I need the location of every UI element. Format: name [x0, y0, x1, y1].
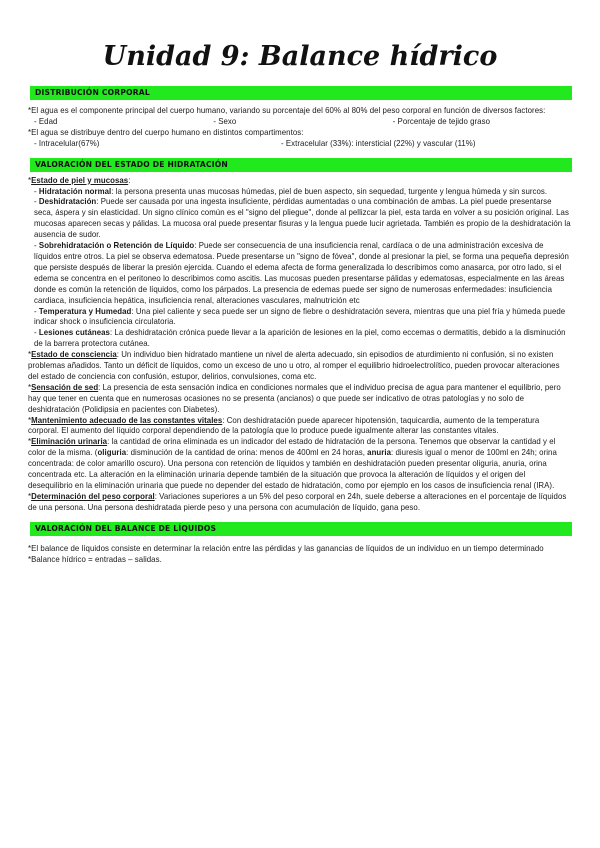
paragraph: *El agua es el componente principal del cuerpo humano, variando su porcentaje del 60% al 80% del peso corporal en función de diversos factores:: [28, 106, 546, 115]
list-item: - Sexo: [213, 116, 237, 126]
term: Temperatura y Humedad: [38, 306, 132, 316]
list-item: - Porcentaje de tejido graso: [392, 116, 490, 126]
section-heading-valoracion-hidratacion: VALORACIÓN DEL ESTADO DE HIDRATACIÓN: [30, 158, 572, 172]
term: Hidratación normal: [38, 186, 112, 196]
paragraph: *Mantenimiento adecuado de las constantes vitales: Con deshidratación puede aparecer hipotensión, taquicardia, aumento de la temperatura corporal. El aumento del líquido corporal dependiendo de la patología que lo produce puede igualmente alterar las constantes vitales.: [28, 415, 540, 436]
term: Determinación del peso corporal: [31, 491, 155, 501]
paragraph: *Estado de piel y mucosas:: [28, 175, 131, 185]
term: Sensación de sed: [31, 382, 99, 392]
section-balance-liquidos: [28, 544, 572, 566]
term: Deshidratación: [38, 197, 97, 207]
list-item: - Extracelular (33%): intersticial (22%) y vascular (11%): [281, 138, 476, 148]
text: : la persona presenta unas mucosas húmedas, piel de buen aspecto, sin sequedad, turgente y lengua húmeda y sin surcos.: [111, 186, 548, 196]
text: : Puede ser consecuencia de una insuficiencia renal, cardíaca o de una administración excesiva de líquidos entre otros. La piel se observa edematosa. Puede presentarse un "signo de fóvea", donde al presionar la piel, se forma una pequeña depresión que persiste después de liberar la presión ejercida. Cuando el edema afecta de forma generalizada lo describimos como anasarca, por otro lado, si el edema se concentra en el peritoneo lo describimos como ascitis. Las mucosas pueden presentarse pálidas y edematosas, especialmente en las áreas donde es común la retención de líquidos, como los párpados. La presencia de edemas puede ser signo de numerosas enfermedades: insuficiencia cardiaca, insuficiencia hepática, insuficiencia renal, alteraciones vasculares, malnutrición etc: [34, 241, 569, 305]
text: : diuresis igual o menor de 100ml en 24h; orina concentrada: de color amarillo oscuro). Una persona con retención de líquidos y también en deshidratación pueden presentar oliguria, anuria, orina concentrada etc. La alteración en la eliminación urinaria depende también de la situación que provoca la alteración de líquidos y el origen del desequilibrio en la eliminación urinaria que puede no depender del estado de hidratación, como por ejemplo en los casos de insuficiencia renal (IRA).: [28, 448, 557, 490]
list-item: - Intracelular(67%): [34, 138, 100, 148]
text: : disminución de la cantidad de orina: menos de 400ml en 24 horas,: [126, 448, 368, 458]
text: : La presencia de esta sensación indica en condiciones normales que el individuo precisa de agua para mantener el equilibrio, pero hay que tener en cuenta que en numerosas ocasiones no se presenta (ancianos) o que puede ser indicativo de otras patologías y no solo de deshidratación (Polidipsia en pacientes con Diabetes).: [28, 382, 561, 414]
paragraph: *Eliminación urinaria: la cantidad de orina eliminada es un indicador del estado de hidratación de la persona. Tenemos que observar la cantidad y el color de la misma. (oliguria: disminución de la cantidad de orina: menos de 400ml en 24 horas, anuria: diuresis igual o menor de 100ml en 24h; orina concentrada: de color amarillo oscuro). Una persona con retención de líquidos y también en deshidratación pueden presentar oliguria, anuria, orina concentrada etc. La alteración en la eliminación urinaria depende también de la situación que provoca la alteración de líquidos y el origen del desequilibrio en la eliminación urinaria que puede no depender del estado de hidratación, como por ejemplo en los casos de insuficiencia renal (IRA).: [28, 437, 557, 490]
text: : Un individuo bien hidratado mantiene un nivel de alerta adecuado, sin episodios de aturdimiento ni confusión, si no existen problemas añadidos. Tanto un déficit de líquidos, como un exceso de uno u otro, al romper el equilibrio hidroelectrolítico, pueden provocar alteraciones del estado de conciencia con confusión, estupor, delirios, convulsiones, coma etc.: [28, 350, 560, 381]
text: : Con deshidratación puede aparecer hipotensión, taquicardia, aumento de la temperatura corporal. El aumento del líquido corporal dependiendo de la patología que lo produce puede igualmente alterar las constantes vitales.: [28, 415, 540, 436]
list-item: - Temperatura y Humedad: Una piel caliente y seca puede ser un signo de fiebre o deshidratación severa, mientras que una piel fría y húmeda puede indicar shock o insuficiencia circulatoria.: [34, 306, 566, 327]
section-distribucion: [28, 106, 572, 150]
term: oliguria: [97, 448, 127, 458]
paragraph: *El balance de líquidos consiste en determinar la relación entre las pérdidas y las ganancias de líquidos de un individuo en un tiempo determinado: [28, 543, 544, 553]
section-heading-distribucion: DISTRIBUCIÓN CORPORAL: [30, 86, 572, 100]
list-item: - Hidratación normal: la persona presenta unas mucosas húmedas, piel de buen aspecto, sin sequedad, turgente y lengua húmeda y sin surcos.: [34, 186, 548, 196]
list-item: - Sobrehidratación o Retención de Líquido: Puede ser consecuencia de una insuficiencia renal, cardíaca o de una administración excesiva de líquidos entre otros. La piel se observa edematosa. Puede presentarse un "signo de fóvea", donde al presionar la piel, se forma una pequeña depresión que persiste después de liberar la presión ejercida. Cuando el edema afecta de forma generalizada lo describimos como anasarca, por otro lado, si el edema se concentra en el peritoneo lo describimos como ascitis. Las mucosas pueden presentarse pálidas y edematosas, especialmente en las áreas donde es común la retención de líquidos, como los párpados. La presencia de edemas puede ser signo de numerosas enfermedades: insuficiencia cardiaca, insuficiencia hepática, insuficiencia renal, alteraciones vasculares, malnutrición etc: [34, 241, 569, 305]
paragraph: *Determinación del peso corporal: Variaciones superiores a un 5% del peso corporal en 24h, suele deberse a alteraciones en el porcentaje de líquidos de una persona. Una persona deshidratada pierde peso y una persona con acumulación de líquido, gana peso.: [28, 491, 567, 512]
paragraph: *Estado de consciencia: Un individuo bien hidratado mantiene un nivel de alerta adecuado, sin episodios de aturdimiento ni confusión, si no existen problemas añadidos. Tanto un déficit de líquidos, como un exceso de uno u otro, al romper el equilibrio hidroelectrolítico, pueden provocar alteraciones del estado de conciencia con confusión, estupor, delirios, convulsiones, coma etc.: [28, 350, 560, 381]
term: Sobrehidratación o Retención de Líquido: [38, 241, 195, 251]
term: Estado de piel y mucosas: [31, 175, 129, 185]
paragraph: *Balance hídrico = entradas – salidas.: [28, 554, 162, 564]
section-valoracion-hidratacion: [28, 176, 572, 514]
list-item: - Lesiones cutáneas: La deshidratación crónica puede llevar a la aparición de lesiones en la piel, como eccemas o dermatitis, debido a la disminución de la barrera protectora cutánea.: [34, 328, 566, 349]
text: : La deshidratación crónica puede llevar a la aparición de lesiones en la piel, como eccemas o dermatitis, debido a la disminución de la barrera protectora cutánea.: [34, 328, 566, 349]
text: : Una piel caliente y seca puede ser un signo de fiebre o deshidratación severa, mientras que una piel fría y húmeda puede indicar shock o insuficiencia circulatoria.: [34, 306, 566, 327]
text: : Variaciones superiores a un 5% del peso corporal en 24h, suele deberse a alteraciones en el porcentaje de líquidos de una persona. Una persona deshidratada pierde peso y una persona con acumulación de líquido, gana peso.: [28, 491, 567, 512]
term: Mantenimiento adecuado de las constantes vitales: [31, 415, 223, 425]
text: : la cantidad de orina eliminada es un indicador del estado de hidratación de la persona. Tenemos que observar la cantidad y el color de la misma. (: [28, 437, 556, 458]
page-title: Unidad 9: Balance hídrico: [102, 41, 498, 72]
paragraph: *Sensación de sed: La presencia de esta sensación indica en condiciones normales que el individuo precisa de agua para mantener el equilibrio, pero hay que tener en cuenta que en numerosas ocasiones no se presenta (ancianos) o que puede ser indicativo de otras patologías y no solo de deshidratación (Polidipsia en pacientes con Diabetes).: [28, 382, 561, 414]
text: : Puede ser causada por una ingesta insuficiente, pérdidas aumentadas o una combinación de ambas. La piel puede presentarse seca, áspera y sin elasticidad. Un signo clínico común es el "signo del pliegue", donde al pellizcar la piel, esta tarda en volver a su posición original. Las mucosas aparecen secas y pálidas. La mucosa oral puede presentar fisuras y la lengua puede lucir agrietada. También es propio de la deshidratación la ausencia de sudor.: [34, 197, 571, 240]
factor-list: [28, 117, 572, 128]
section-heading-balance-liquidos: VALORACIÓN DEL BALANCE DE LÍQUIDOS: [30, 522, 572, 536]
compartment-list: [28, 139, 572, 150]
term: Eliminación urinaria: [31, 437, 108, 447]
term: anuria: [367, 448, 392, 458]
term: Lesiones cutáneas: [38, 328, 110, 338]
paragraph: *El agua se distribuye dentro del cuerpo humano en distintos compartimentos:: [28, 127, 304, 137]
list-item: - Edad: [34, 116, 58, 126]
list-item: - Deshidratación: Puede ser causada por una ingesta insuficiente, pérdidas aumentadas o una combinación de ambas. La piel puede presentarse seca, áspera y sin elasticidad. Un signo clínico común es el "signo del pliegue", donde al pellizcar la piel, esta tarda en volver a su posición original. Las mucosas aparecen secas y pálidas. La mucosa oral puede presentar fisuras y la lengua puede lucir agrietada. También es propio de la deshidratación la ausencia de sudor.: [34, 197, 571, 240]
term: Estado de consciencia: [31, 350, 117, 360]
